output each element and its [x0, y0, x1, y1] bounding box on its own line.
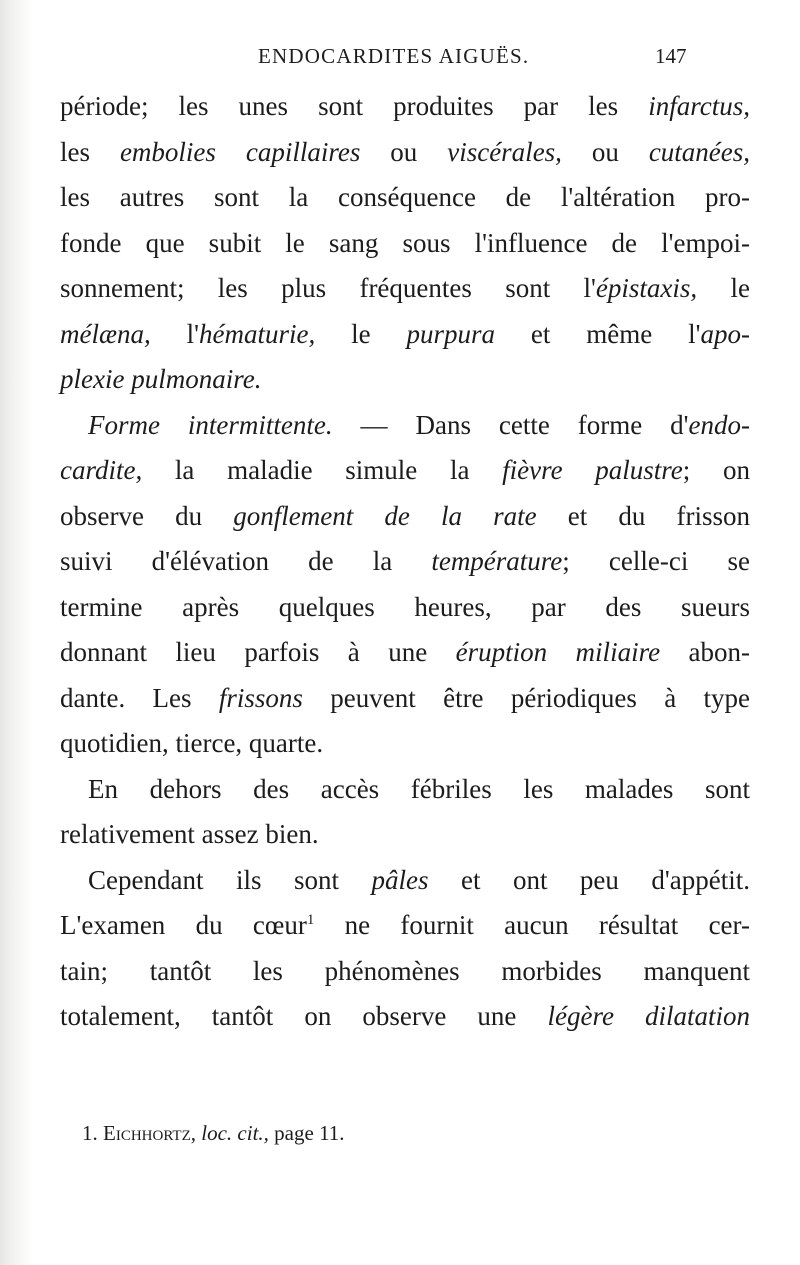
footnote-number: 1.	[82, 1121, 98, 1145]
text-line-11: suivi d'élévation de la température; celle-ci se	[60, 546, 750, 576]
footnote	[82, 1121, 345, 1146]
text-line-18: Cependant ils sont pâles et ont peu d'appétit.	[88, 864, 750, 895]
footnote-page: page 11.	[274, 1121, 345, 1145]
text-line-12: termine après quelques heures, par des sueurs	[60, 591, 750, 622]
text-line-2: les embolies capillaires ou viscérales, ou cutanées,	[60, 136, 751, 167]
text-line-10: observe du gonflement de la rate et du frisson	[60, 500, 751, 531]
text-line-3: les autres sont la conséquence de l'altération pro-	[60, 182, 750, 212]
running-title: ENDOCARDITES AIGUËS.	[258, 44, 530, 68]
text-line-5: sonnement; les plus fréquentes sont l'épistaxis, le	[60, 273, 750, 303]
text-line-17: relativement assez bien.	[60, 819, 319, 849]
text-line-13: donnant lieu parfois à une éruption miliaire abon-	[60, 637, 750, 667]
footnote-ref: loc. cit.,	[201, 1121, 269, 1145]
text-line-15: quotidien, tierce, quarte.	[60, 728, 324, 758]
text-line-7: plexie pulmonaire.	[60, 364, 262, 394]
text-line-20: tain; tantôt les phénomènes morbides manquent	[60, 955, 750, 986]
body-text	[60, 84, 750, 1040]
text-line-1: période; les unes sont produites par les infarctus,	[60, 91, 750, 121]
footnote-marker: 1	[306, 912, 315, 928]
text-line-9: cardite, la maladie simule la fièvre palustre; on	[60, 455, 750, 485]
footnote-author: Eichhortz,	[103, 1121, 197, 1145]
text-line-21: totalement, tantôt on observe une légère dilatation	[60, 1001, 750, 1031]
text-line-16: En dehors des accès fébriles les malades sont	[88, 773, 750, 804]
text-line-14: dante. Les frissons peuvent être périodiques à type	[60, 682, 751, 713]
text-line-19: L'examen du cœur$^1$ ne fournit aucun résultat cer-	[60, 910, 750, 940]
text-line-8: Forme intermittente. — Dans cette forme d'endo-	[88, 409, 750, 440]
page-header	[0, 44, 800, 80]
text-line-4: fonde que subit le sang sous l'influence de l'empoi-	[60, 227, 750, 258]
text-line-6: mélæna, l'hématurie, le purpura et même l'apo-	[60, 318, 750, 349]
page-number: 147	[655, 44, 687, 68]
